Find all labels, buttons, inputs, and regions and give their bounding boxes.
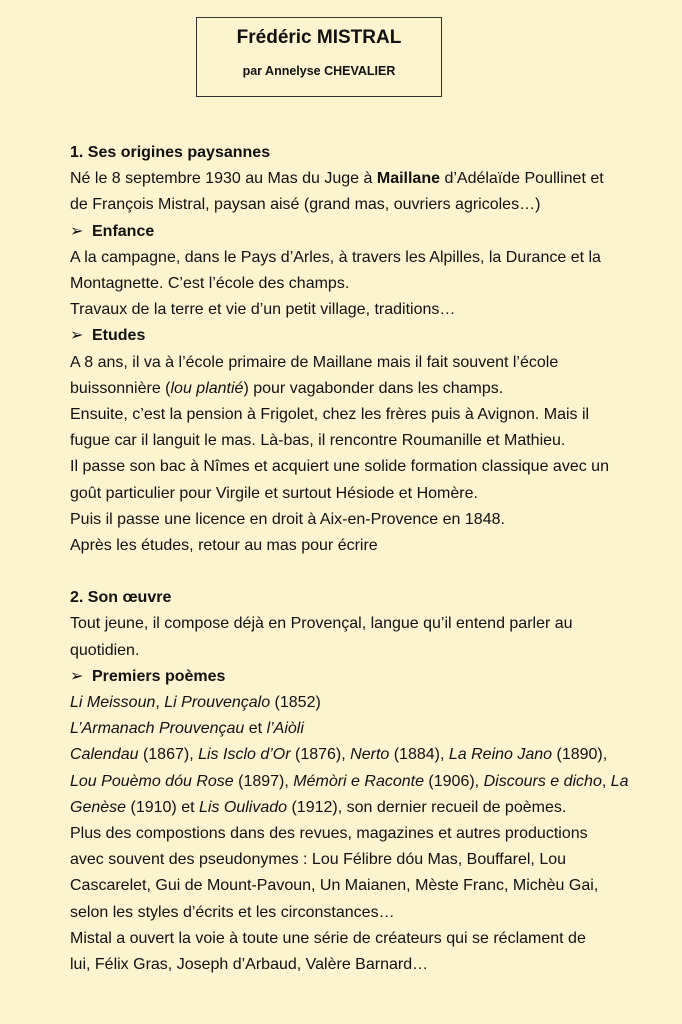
paragraph-line: fugue car il languit le mas. Là-bas, il rencontre Roumanille et Mathieu. [70, 432, 566, 450]
section-heading-oeuvre: 2. Son œuvre [70, 589, 172, 607]
paragraph-line: Plus des compostions dans des revues, magazines et autres productions [70, 825, 588, 843]
poem-title: La Reino Jano [448, 746, 553, 764]
paragraph-line: Ensuite, c’est la pension à Frigolet, chez les frères puis à Avignon. Mais il [70, 406, 590, 424]
text-span: (1912), son dernier recueil de poèmes. [287, 798, 567, 816]
arrow-bullet-icon: ➢ [70, 667, 84, 685]
subheading-premiers-poemes [70, 664, 670, 690]
section-heading-origins: 1. Ses origines paysannes [70, 144, 271, 161]
paragraph-line [70, 376, 670, 402]
poem-list-line [70, 690, 670, 716]
paragraph-line: avec souvent des pseudonymes : Lou Félibre dóu Mas, Bouffarel, Lou [70, 851, 567, 869]
poem-list-line [70, 716, 670, 742]
text-span: Né le 8 septembre 1930 au Mas du Juge à [70, 170, 377, 188]
paragraph-line: Puis il passe une licence en droit à Aix-en-Provence en 1848. [70, 510, 505, 528]
poem-title: L’Armanach Prouvençau [70, 720, 245, 738]
text-span: ) pour vagabonder dans les champs. [243, 379, 504, 397]
paragraph-line: Tout jeune, il compose déjà en Provençal, langue qu’il entend parler au [70, 615, 573, 633]
place-name: Maillane [376, 170, 440, 188]
paragraph-line: Après les études, retour au mas pour écrire [70, 537, 378, 555]
arrow-bullet-icon: ➢ [70, 222, 84, 240]
text-span: (1910) et [126, 798, 199, 816]
paragraph-line: A la campagne, dans le Pays d’Arles, à travers les Alpilles, la Durance et la [70, 248, 601, 266]
poem-title: La [610, 772, 629, 790]
paragraph-line: lui, Félix Gras, Joseph d’Arbaud, Valère Barnard… [70, 956, 429, 974]
text-span: (1852) [270, 694, 321, 712]
poem-list-line [70, 769, 670, 795]
paragraph-line: quotidien. [70, 641, 140, 659]
author-line: par Annelyse CHEVALIER [242, 64, 396, 78]
text-span: et [244, 720, 267, 738]
text-span: , [155, 694, 165, 712]
page-title: Frédéric MISTRAL [236, 27, 402, 48]
paragraph-line: A 8 ans, il va à l’école primaire de Maillane mais il fait souvent l’école [70, 353, 559, 371]
text-span: (1906), [423, 772, 484, 790]
italic-term: lou plantié [170, 379, 244, 397]
paragraph-line: de François Mistral, paysan aisé (grand mas, ouvriers agricoles…) [70, 196, 541, 214]
poem-list-line [70, 742, 670, 768]
subheading-label: Enfance [92, 222, 155, 240]
paragraph-line [70, 166, 670, 192]
poem-title: Lis Isclo d’Or [198, 746, 291, 764]
poem-title: Li Meissoun [70, 694, 156, 712]
paragraph-line: Montagnette. C’est l’école des champs. [70, 275, 350, 293]
title-box [196, 17, 442, 97]
poem-title: Li Prouvençalo [164, 694, 271, 712]
poem-title: Mémòri e Raconte [293, 772, 424, 790]
text-span: (1867), [138, 746, 199, 764]
text-span: (1890), [552, 746, 608, 764]
paragraph-line: Travaux de la terre et vie d’un petit village, traditions… [70, 301, 456, 319]
subheading-label: Etudes [92, 327, 146, 345]
poem-title: Calendau [70, 746, 139, 764]
paragraph-line: Cascarelet, Gui de Mount-Pavoun, Un Maianen, Mèste Franc, Michèu Gai, [70, 877, 599, 895]
poem-title: Lis Oulivado [198, 798, 288, 816]
paragraph-line: Il passe son bac à Nîmes et acquiert une solide formation classique avec un [70, 458, 609, 476]
subheading-etudes [70, 323, 670, 349]
subheading-enfance [70, 219, 670, 245]
poem-title: Lou Pouèmo dóu Rose [70, 772, 234, 790]
text-span: (1884), [389, 746, 449, 764]
section-spacer [70, 559, 670, 585]
text-span: d’Adélaïde Poullinet et [440, 170, 604, 188]
paragraph-line: selon les styles d’écrits et les circonstances… [70, 903, 395, 921]
poem-title: Discours e dicho [483, 772, 602, 790]
text-span: (1876), [290, 746, 351, 764]
subheading-label: Premiers poèmes [92, 667, 226, 685]
document-body [70, 140, 670, 978]
text-span: , [601, 772, 611, 790]
poem-list-line [70, 795, 670, 821]
poem-title: Genèse [70, 798, 127, 816]
poem-title: Nerto [350, 746, 390, 764]
paragraph-line: Mistal a ouvert la voie à toute une série de créateurs qui se réclament de [70, 929, 586, 947]
text-span: buissonnière ( [70, 379, 171, 397]
paragraph-line: goût particulier pour Virgile et surtout Hésiode et Homère. [70, 484, 478, 502]
poem-title: l’Aiòli [266, 720, 304, 738]
arrow-bullet-icon: ➢ [70, 327, 84, 345]
text-span: (1897), [233, 772, 294, 790]
